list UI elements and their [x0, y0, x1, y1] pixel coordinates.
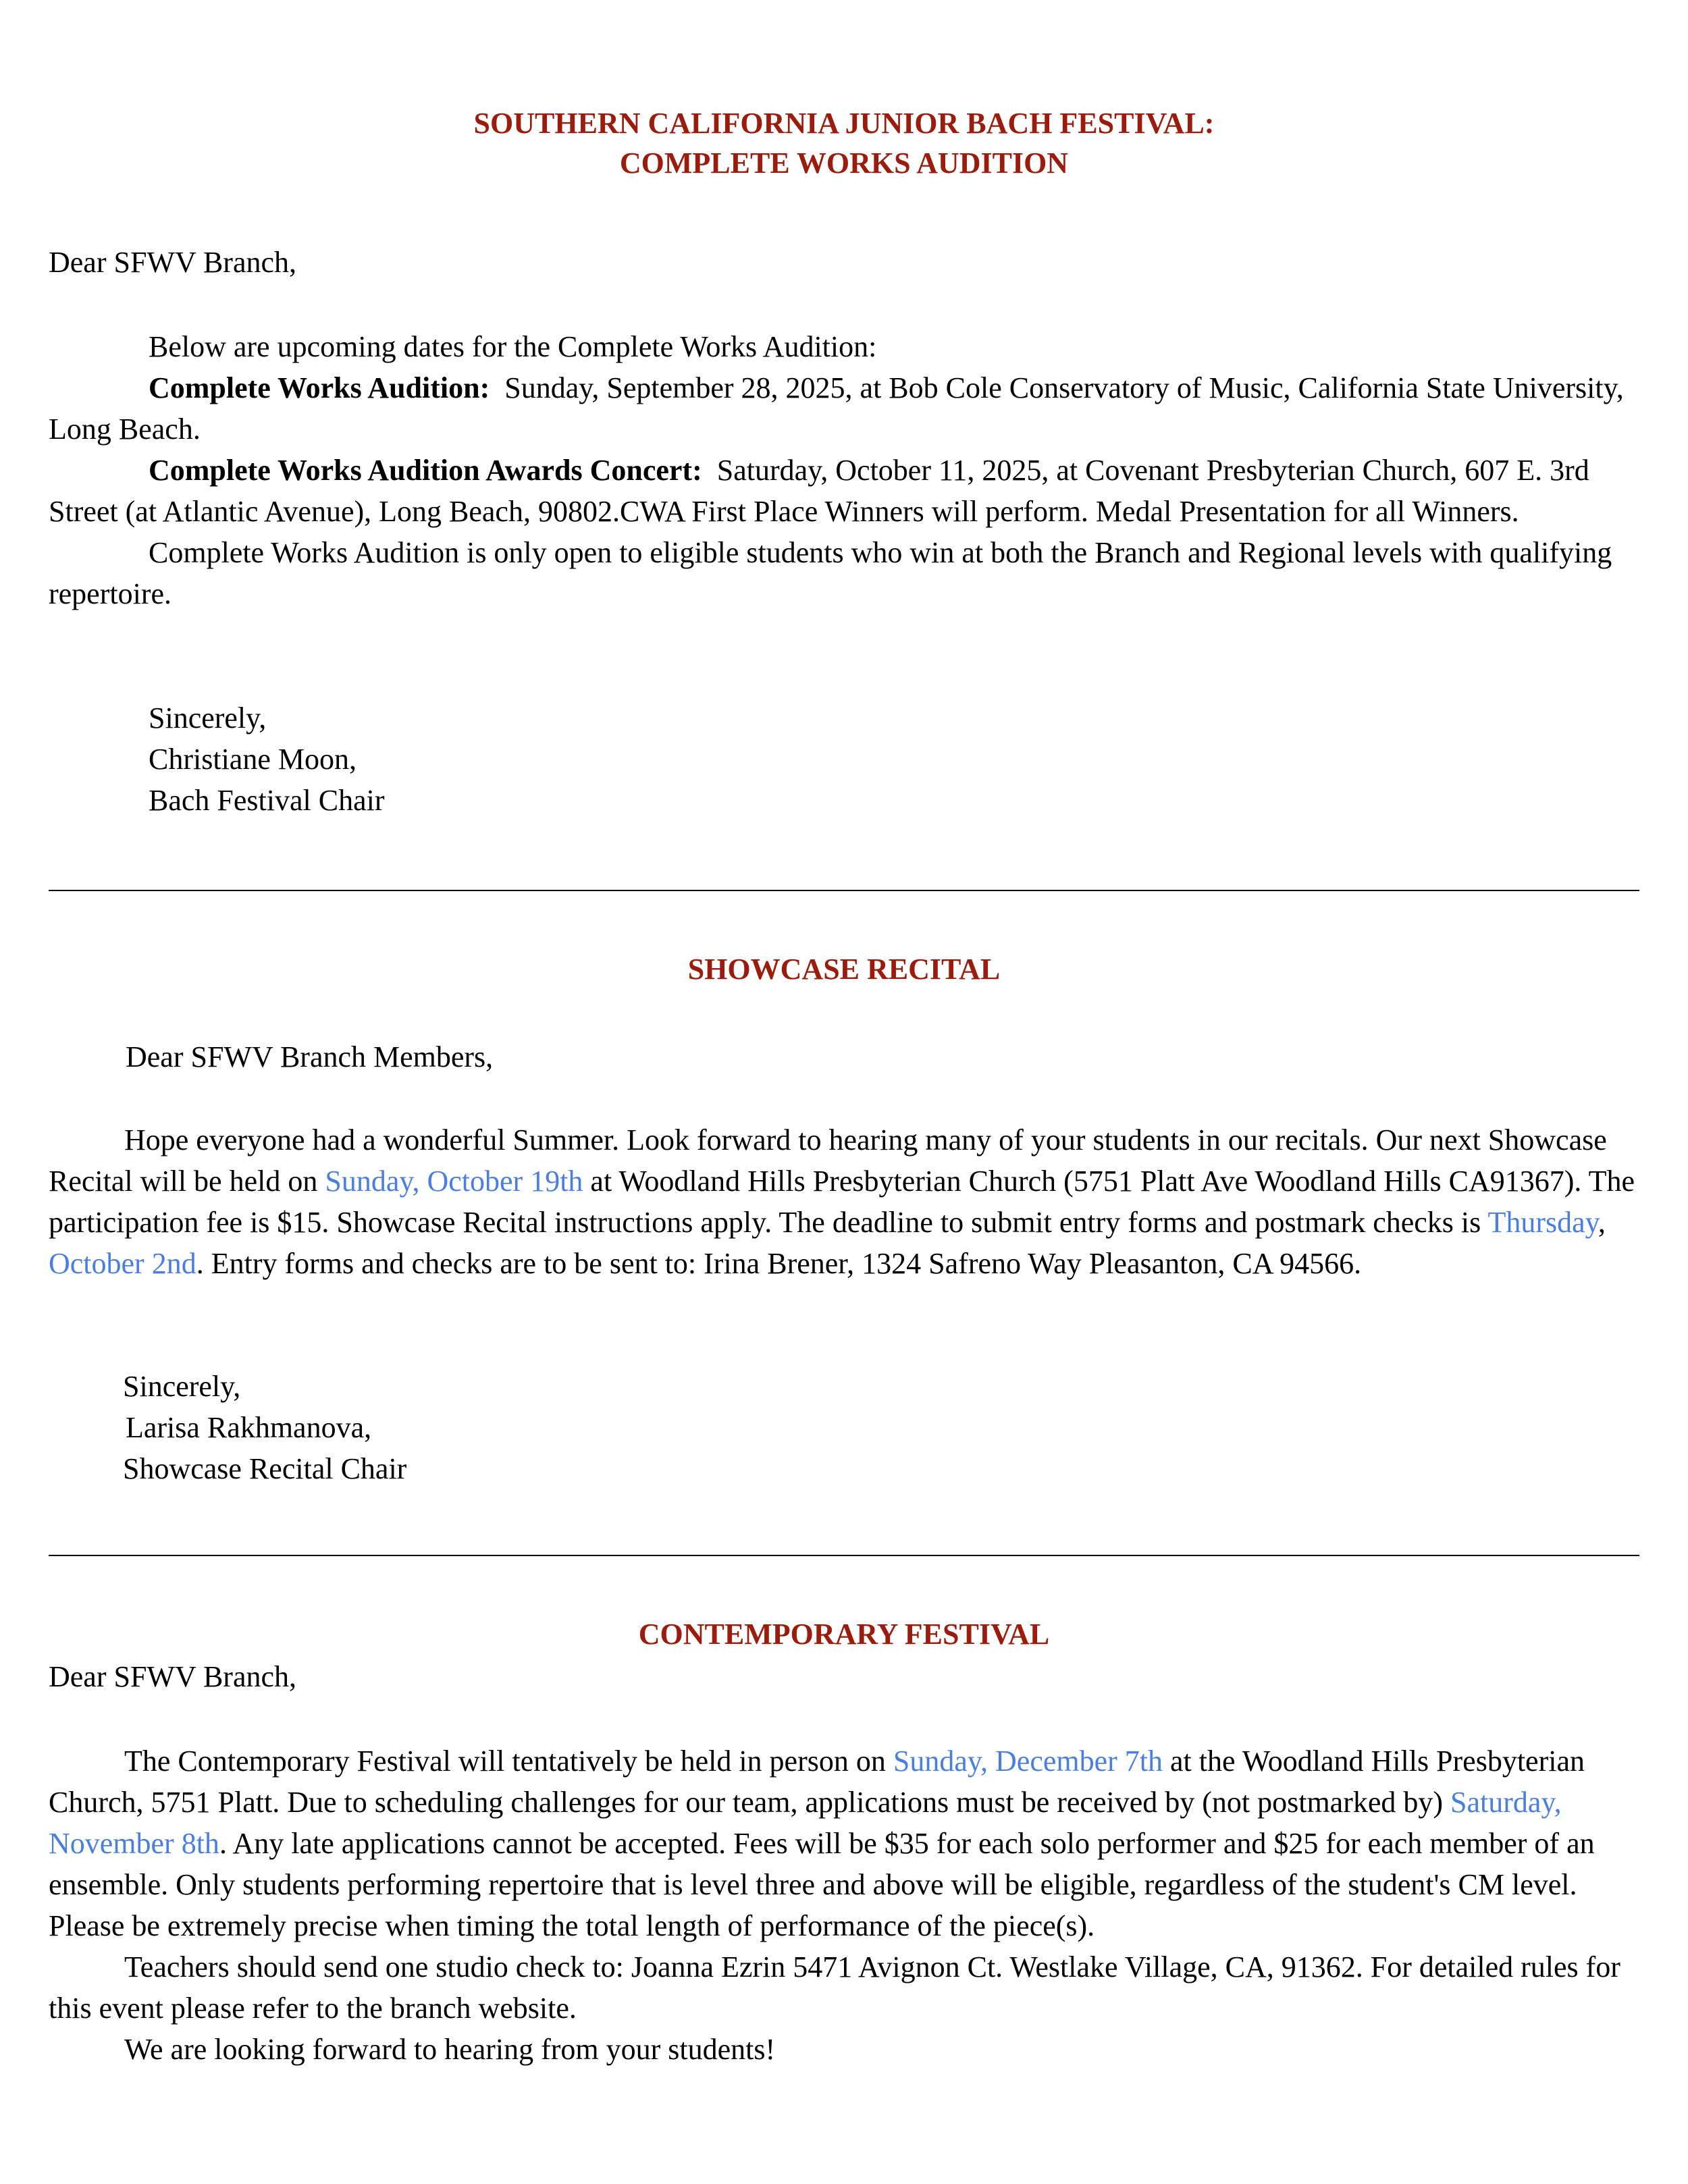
bach-closing: Sincerely,: [149, 701, 267, 735]
showcase-deadline-day: Thursday: [1487, 1206, 1598, 1239]
bach-section-heading: [49, 103, 1639, 183]
showcase-text-1: Hope everyone had a wonderful Summer. Look forward to hearing many of your students in our recitals. Our next Showcase Recital will be held on: [49, 1123, 1607, 1198]
bach-signature: [49, 697, 1688, 821]
contemporary-text-1: The Contemporary Festival will tentatively be held in person on: [124, 1744, 893, 1778]
bach-audition-text: Sunday, September 28, 2025, at Bob Cole Conservatory of Music, California State University, Long Beach.: [49, 371, 1624, 446]
bach-audition-paragraph: [49, 367, 1639, 450]
bach-title-line1: SOUTHERN CALIFORNIA JUNIOR BACH FESTIVAL:: [473, 107, 1215, 140]
showcase-title: SHOWCASE RECITAL: [687, 953, 1001, 986]
bach-concert-label: Complete Works Audition Awards Concert:: [149, 454, 702, 487]
section-divider-2: [49, 1555, 1639, 1556]
bach-concert-text: Saturday, October 11, 2025, at Covenant Presbyterian Church, 607 E. 3rd Street (at Atlantic Avenue), Long Beach, 90802.CWA First Place Winners will perform. Medal Presentation for all Winners.: [49, 454, 1589, 528]
bach-body: [49, 326, 1639, 614]
showcase-signer-title: Showcase Recital Chair: [123, 1452, 407, 1485]
showcase-deadline-date: October 2nd: [49, 1247, 196, 1280]
showcase-recital-date: Sunday, October 19th: [325, 1165, 583, 1198]
contemporary-greeting: Dear SFWV Branch,: [49, 1660, 296, 1693]
contemporary-body: [49, 1740, 1639, 2070]
contemporary-text-3: . Any late applications cannot be accepted. Fees will be $35 for each solo performer and $25 for each member of an ensemble. Only students performing repertoire that is level three and above will be eligible, regardless of the student's CM level. Please be extremely precise when timing the total length of performance of the piece(s).: [49, 1827, 1595, 1942]
bach-greeting: Dear SFWV Branch,: [49, 246, 296, 279]
bach-eligibility: Complete Works Audition is only open to eligible students who win at both the Branch and Regional levels with qualifying repertoire.: [49, 536, 1612, 610]
showcase-greeting: Dear SFWV Branch Members,: [126, 1040, 494, 1073]
showcase-text-3: . Entry forms and checks are to be sent to: Irina Brener, 1324 Safreno Way Pleasanton, CA 94566.: [196, 1247, 1362, 1280]
contemporary-festival-date: Sunday, December 7th: [893, 1744, 1163, 1778]
contemporary-teachers: Teachers should send one studio check to: Joanna Ezrin 5471 Avignon Ct. Westlake Village, CA, 91362. For detailed rules for this event please refer to the branch website.: [49, 1950, 1620, 2025]
bach-intro: Below are upcoming dates for the Complete Works Audition:: [149, 330, 877, 363]
section-divider-1: [49, 890, 1639, 891]
showcase-closing: Sincerely,: [123, 1370, 241, 1403]
showcase-signature: [49, 1366, 1688, 1489]
contemporary-paragraph-1: [49, 1740, 1639, 1946]
bach-audition-label: Complete Works Audition:: [149, 371, 490, 404]
contemporary-title: CONTEMPORARY FESTIVAL: [638, 1618, 1050, 1651]
showcase-body: [49, 1119, 1639, 1284]
showcase-text-2: at Woodland Hills Presbyterian Church (5751 Platt Ave Woodland Hills CA91367). The participation fee is $15. Showcase Recital instructions apply. The deadline to submit entry forms and postmark checks is: [49, 1165, 1635, 1239]
bach-concert-paragraph: [49, 450, 1639, 532]
showcase-signer: Larisa Rakhmanova,: [126, 1411, 372, 1444]
contemporary-text-2: at the Woodland Hills Presbyterian Church, 5751 Platt. Due to scheduling challenges for our team, applications must be received by (not postmarked by): [49, 1744, 1585, 1819]
bach-signer: Christiane Moon,: [149, 743, 357, 776]
bach-title-line2: COMPLETE WORKS AUDITION: [619, 147, 1069, 180]
showcase-comma: ,: [1598, 1206, 1606, 1239]
bach-signer-title: Bach Festival Chair: [149, 784, 385, 817]
contemporary-looking-forward: We are looking forward to hearing from your students!: [124, 2033, 776, 2066]
contemporary-deadline-date: Saturday, November 8th: [49, 1786, 1562, 1860]
